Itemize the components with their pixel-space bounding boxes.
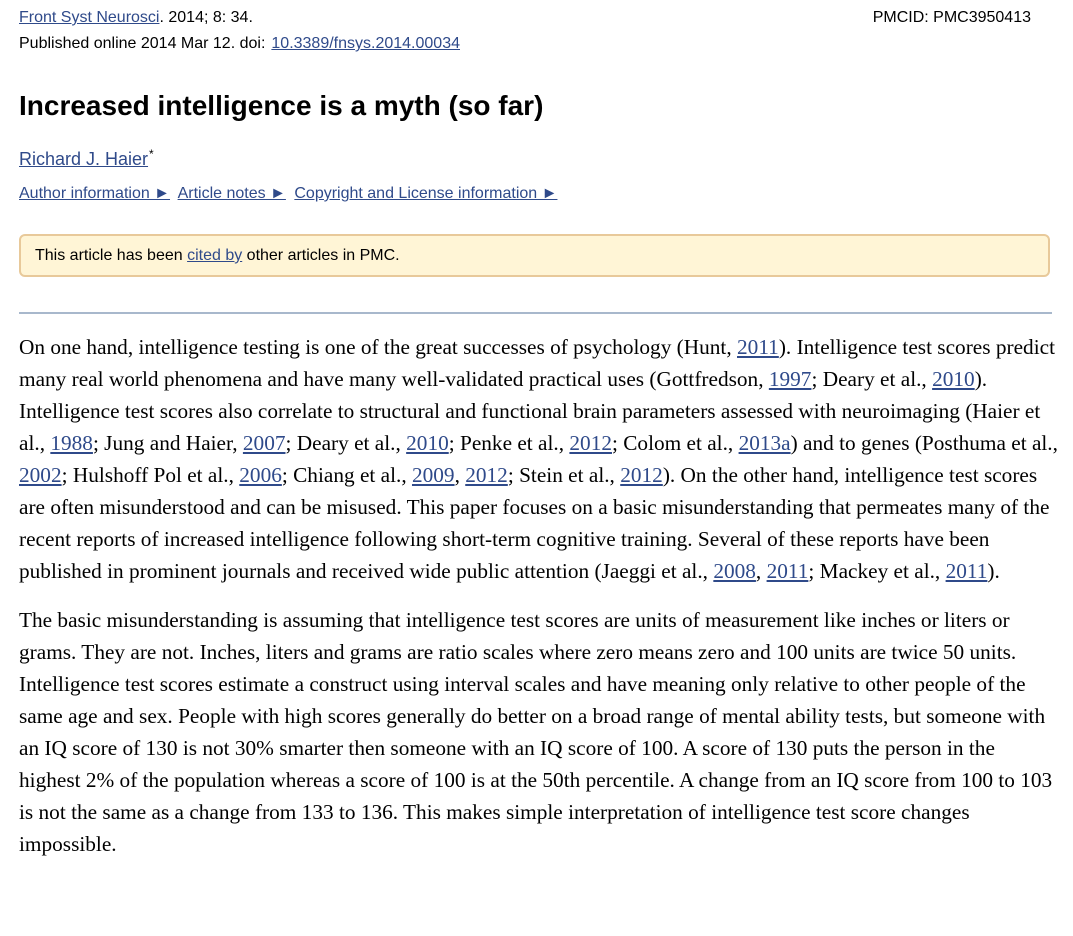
pmcid-label: PMCID: PMC3950413 [872, 9, 1031, 26]
reference-year-link[interactable]: 2012 [569, 431, 612, 455]
author-information-link[interactable]: Author information ► [19, 185, 171, 202]
body-paragraph [19, 331, 1059, 587]
cited-by-link[interactable]: cited by [187, 247, 243, 264]
reference-year-link[interactable]: 2009 [411, 463, 455, 487]
cited-by-notice [19, 234, 1050, 277]
paragraph-text: , [755, 559, 767, 583]
paragraph-text: ). On the other hand, intelligence test scores are often misunderstood and can be misused. This paper focuses on a basic misunderstanding that permeates many of the recent reports of increased intelligence following short-term cognitive training. Several of these reports have been published in prominent journals and received wide public attention (Jaeggi et al., [19, 463, 1050, 583]
reference-year-link[interactable]: 2008 [713, 559, 756, 583]
paragraph-text: ; Chiang et al., [281, 463, 412, 487]
reference-year-link[interactable]: 2006 [239, 463, 282, 487]
paragraph-text: ; Mackey et al., [808, 559, 946, 583]
author-footnote-mark: * [149, 147, 154, 161]
reference-year-link[interactable]: 2002 [19, 463, 62, 487]
paragraph-text: ). Intelligence test scores also correlate to structural and functional brain parameters assessed with neuroimaging (Haier et al., [19, 367, 1041, 455]
paragraph-text: The basic misunderstanding is assuming that intelligence test scores are units of measurement like inches or liters or grams. They are not. Inches, liters and grams are ratio scales where zero means zero and 100 units are twice 50 units. Intelligence test scores estimate a construct using interval scales and have meaning only relative to other people of the same age and sex. People with high scores generally do better on a broad range of mental ability tests, but someone with an IQ score of 130 is not 30% smarter then someone with an IQ score of 100. A score of 130 puts the person in the highest 2% of the population whereas a score of 100 is at the 50th percentile. A change from an IQ score from 100 to 103 is not the same as a change from 133 to 136. This makes simple interpretation of intelligence test score changes impossible. [19, 608, 1053, 856]
reference-year-link[interactable]: 2013a [738, 431, 791, 455]
reference-year-link[interactable]: 2012 [465, 463, 508, 487]
paragraph-text: ). Intelligence test scores predict many real world phenomena and have many well-validated practical uses (Gottfredson, [19, 335, 1055, 391]
paragraph-text: On one hand, intelligence testing is one of the great successes of psychology (Hunt, [19, 335, 738, 359]
doi-link[interactable]: 10.3389/fnsys.2014.00034 [271, 35, 460, 52]
notice-text-before: This article has been [35, 247, 188, 264]
author-link[interactable]: Richard J. Haier [19, 149, 149, 169]
published-date: Published online 2014 Mar 12. doi: [19, 35, 266, 52]
reference-year-link[interactable]: 2007 [242, 431, 286, 455]
notice-text-after: other articles in PMC. [242, 247, 400, 264]
paragraph-text: , [454, 463, 466, 487]
paragraph-text: ; Jung and Haier, [92, 431, 243, 455]
copyright-license-link[interactable]: Copyright and License information ► [294, 185, 558, 202]
paragraph-text: ; Deary et al., [285, 431, 407, 455]
reference-year-link[interactable]: 2010 [406, 431, 449, 455]
paragraph-text: ). [987, 559, 1000, 583]
reference-year-link[interactable]: 1997 [768, 367, 812, 391]
paragraph-text: ; Colom et al., [611, 431, 739, 455]
paragraph-text: ; Stein et al., [507, 463, 621, 487]
journal-citation [19, 8, 253, 28]
article-body [19, 331, 1059, 877]
section-divider [19, 312, 1052, 314]
reference-year-link[interactable]: 2012 [620, 463, 663, 487]
citation-details: . 2014; 8: 34. [159, 9, 253, 26]
paragraph-text: ) and to genes (Posthuma et al., [790, 431, 1058, 455]
journal-link[interactable]: Front Syst Neurosci [19, 9, 160, 26]
reference-year-link[interactable]: 2011 [737, 335, 779, 359]
paragraph-text: ; Deary et al., [811, 367, 933, 391]
publication-line [19, 34, 460, 54]
reference-year-link[interactable]: 2011 [945, 559, 988, 583]
reference-year-link[interactable]: 2011 [766, 559, 809, 583]
paragraph-text: ; Hulshoff Pol et al., [61, 463, 240, 487]
reference-year-link[interactable]: 2010 [932, 367, 975, 391]
paragraph-text: ; Penke et al., [448, 431, 570, 455]
article-notes-link[interactable]: Article notes ► [177, 185, 286, 202]
reference-year-link[interactable]: 1988 [50, 431, 93, 455]
author-line [19, 142, 154, 171]
body-paragraph [19, 604, 1059, 860]
article-title: Increased intelligence is a myth (so far) [19, 90, 544, 121]
article-info-links [19, 184, 561, 204]
